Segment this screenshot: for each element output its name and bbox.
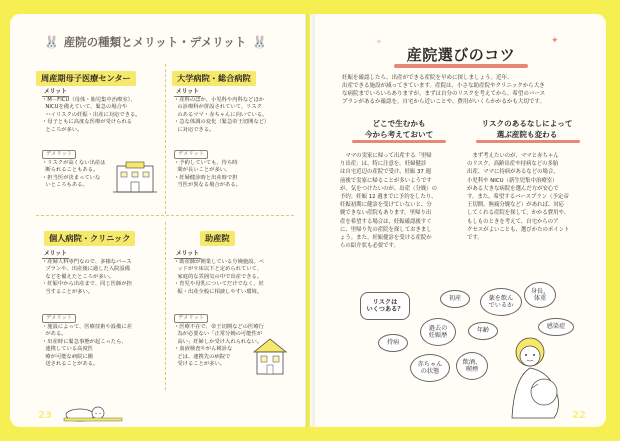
merit-text: ・産科のほか、小児科や内科などほか の診療科が併設されていて、リスク のあるママ・赤ちゃんに向いている。 ・急な体調の変化（緊急帝王切開など） に対応できる。 [174, 97, 270, 133]
page-number-right: 22 [572, 410, 586, 421]
merit-tag: メリット [176, 89, 199, 95]
section-midwife-house [200, 226, 235, 246]
rabbit-icon: 🐰 [44, 35, 59, 49]
subheading-where-to-give-birth: どこで生むかも 今から考えておいて [364, 119, 434, 139]
demerit-tag: デメリット [42, 314, 76, 323]
sparkle-icon: ✦ [551, 36, 559, 46]
page-number-left: 23 [38, 410, 52, 421]
page-title-left: 産院の種類とメリット・デメリット [63, 35, 247, 49]
hospital-building-illustration [113, 160, 157, 194]
demerit-text: ・医療不在で、帝王切開などの医療行 為が必要ない「正常分娩の可能性が 高い」妊婦しか受け入れられない。 ・血液検査やがん検診な どは、連携先の病院で 受けることが多い。 [174, 324, 264, 368]
demerit-text: ・リスクが高くない出産は 断られることもある。 ・担当医が決まっていな いところもある。 [42, 160, 106, 189]
sleeping-baby-illustration [60, 404, 126, 422]
section-title: 助産院 [200, 231, 235, 246]
demerit-tag: デメリット [42, 150, 76, 159]
risk-bubble: 持病 [378, 334, 408, 352]
column-text-1: ママの実家に帰って出産する「里帰 り出産」は、特に注意を。妊婦健診 は自宅近辺の産院で受け、妊娠 37 週 前後で実家に帰ることが多いようです が、気をつけたいのが、出産（分娩）の 予約。妊娠 12 週までに予約をしたり、 妊娠初期に健診を受けていないと、分 娩できない産院もあります。里帰り出 産を希望する場合は、妊娠確認後すぐ に、里帰り先の産院を探しておきまし ょう。また、妊娠健診を受ける産院か らの紹介状も必要です。 [340, 153, 438, 250]
merit-text: ・助産師が開業している分娩施設。ベ ッドが９床以下と定められていて、 家庭的な雰囲気の中で出産できる。 ・育児や母乳についてだけでなく、妊 娠・出産全般に相談しやすい環境。 [174, 259, 265, 295]
rabbit-icon: 🐰 [252, 35, 267, 49]
house-illustration [252, 336, 288, 376]
section-university-hospital [172, 66, 256, 86]
demerit-text: ・予約していても、待ち時 間が長いことが多い。 ・妊婦健診時と出産時で担 当医が異なる場合がある。 [174, 160, 241, 189]
merit-tag: メリット [44, 89, 67, 95]
merit-tag: メリット [176, 251, 199, 257]
section-private-clinic [44, 226, 135, 246]
section-title: 個人病院・クリニック [44, 231, 135, 246]
column-divider [165, 222, 166, 390]
section-title: 大学病院・総合病院 [172, 71, 256, 86]
risk-bubble: 年齢 [468, 322, 498, 340]
merit-text: ・M－FICU（母体・胎児集中治療室）、 NICUを備えていて、緊急の場合や ハイリスクの妊娠・出産に対応できる。 ・母子ともに高度な医療が受けられる ところが多い。 [42, 97, 141, 133]
column-text-2: まず考えたいのが、ママと赤ちゃん のリスク。高齢出産や持病などの多胎 出産、ママに持病があるなどの場合、 小児科や NICU（新生児集中治療室） がある大きな病院を選んだ方が安心で す。また、希望するバースプラン（予定帝 王切開、無痛分娩など）があれば、対応 してくれる産院を探して。かかる費用や、 もしものときを考えて、自宅からのア クセスがよいことも、選びかたのポイント です。 [467, 153, 570, 242]
section-perinatal-center [36, 66, 136, 86]
section-title: 周産期母子医療センター [36, 71, 136, 86]
risk-bubble: 初産 [440, 290, 470, 308]
intro-text: 妊娠を確認したら、出産ができる産院を早めに探しましょう。近年、 出産できる施設が減ってきています。産院は、小さな助産院やクリニックから大き な病院までいろいろありますが、まずは自分のリスクを考えてから、希望のバース プランがあるか確認を。自宅から近いことや、費用がいくらかかるかも大切です。 [342, 75, 546, 105]
pregnant-mother-illustration [498, 330, 568, 420]
subheading-risk: リスクのあるなしによって 選ぶ産院も変わる [481, 119, 573, 139]
title-underline [394, 64, 528, 68]
sparkle-icon: ✧ [376, 38, 382, 46]
risk-bubble: 赤ちゃん の状態 [410, 354, 450, 382]
row-divider [36, 215, 294, 216]
subheading-underline [352, 140, 446, 143]
demerit-tag: デメリット [174, 314, 208, 323]
page-title-right: 産院選びのコツ [406, 46, 516, 64]
risk-bubble: 薬を飲ん でいるか [480, 288, 522, 316]
demerit-text: ・施設によって、医療技術や設備に差 がある。 ・出産時に緊急事態が起こったら、 連携している高度医 療が可能な病院に搬 送されることがある。 [42, 324, 132, 368]
merit-text: ・産婦人科専門なので、多様なバース プランや、出産後に過した入院設備 などを備えたところが多い。 ・妊娠中から出産まで、同じ医師が担 当することが多い。 [42, 259, 132, 295]
demerit-tag: デメリット [174, 150, 208, 159]
risk-bubble: 過去の 妊娠歴 [420, 318, 456, 346]
risk-question-bubble: リスクは いくつある？ [360, 292, 410, 320]
risk-bubble: 身長、 体重 [524, 282, 556, 308]
book-spine [305, 14, 315, 427]
risk-bubble: 感染症 [538, 318, 574, 336]
column-divider [165, 64, 166, 214]
subheading-underline [476, 140, 580, 143]
merit-tag: メリット [44, 251, 67, 257]
risk-bubble: 飲酒、 喫煙 [456, 352, 488, 380]
